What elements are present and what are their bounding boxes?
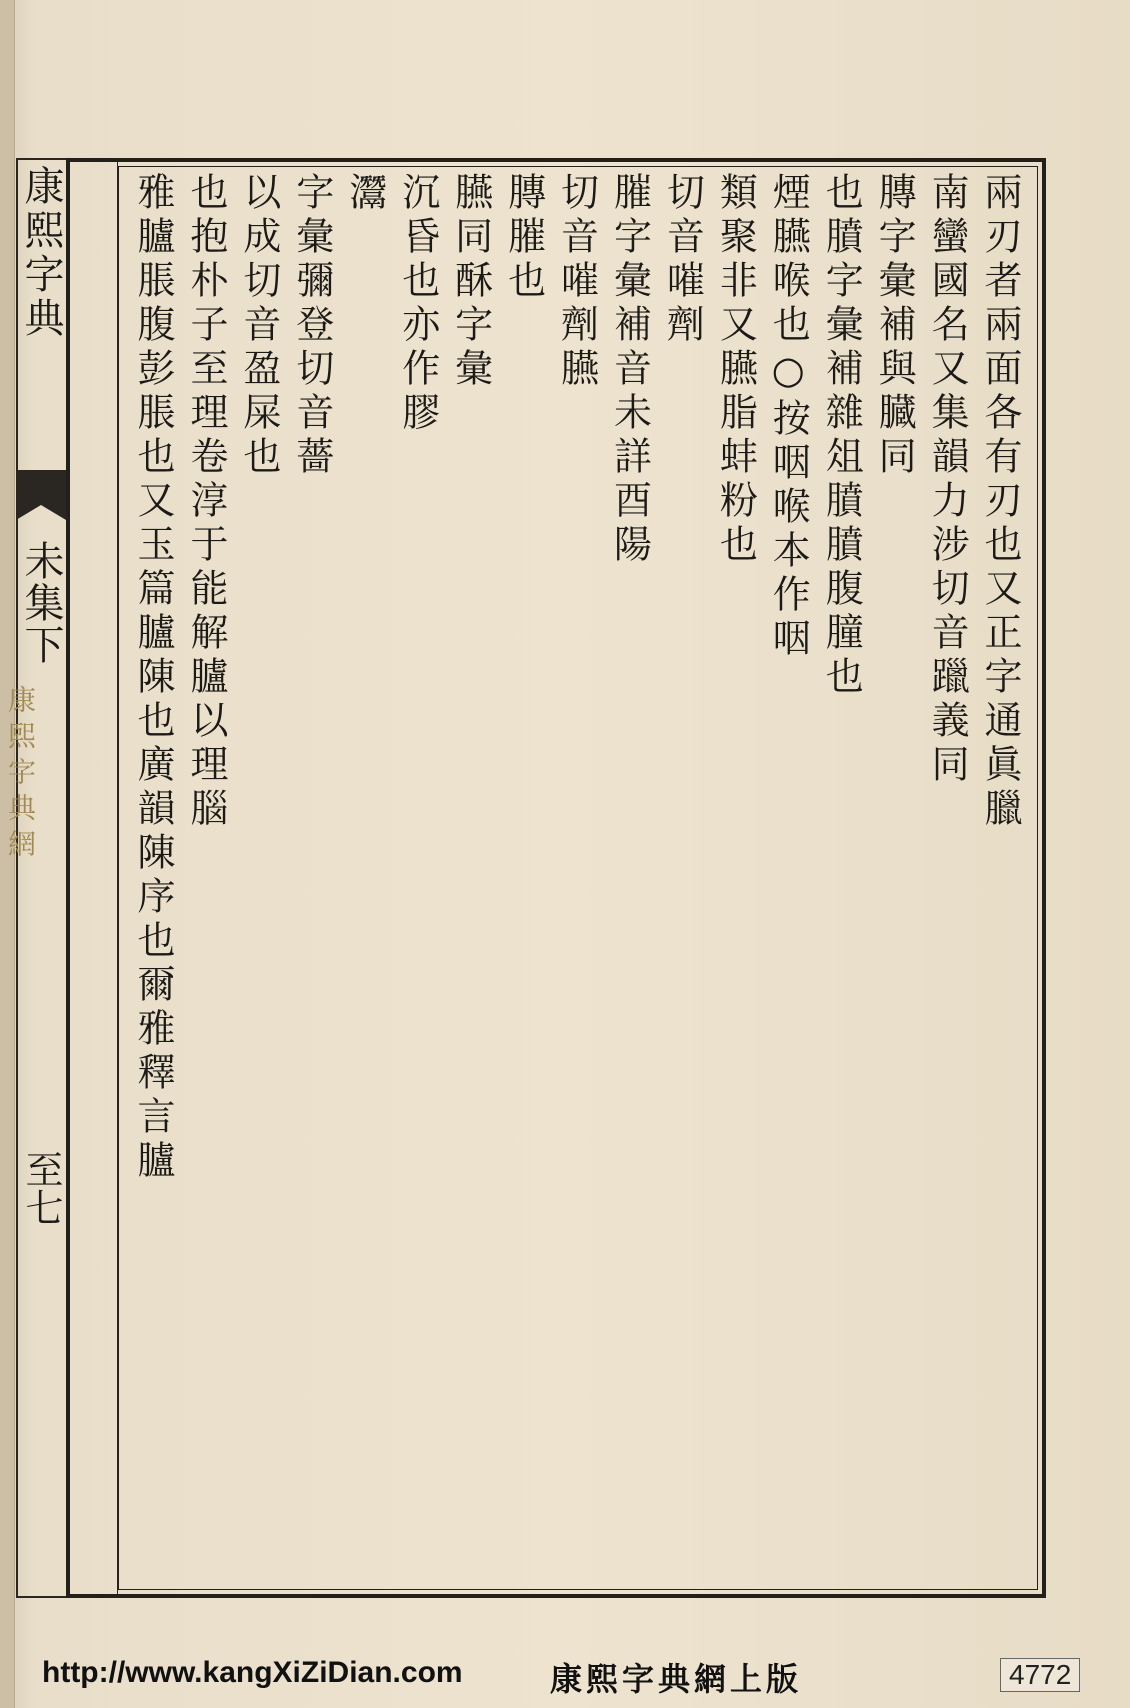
site-url-link[interactable]: http://www.kangXiZiDian.com: [42, 1656, 463, 1689]
text-column: 煙臙喉也○按咽喉本作咽: [766, 172, 811, 662]
text-column: 切音嗺劑: [660, 172, 705, 348]
text-column: 也抱朴子至理卷淳于能解臚以理腦: [183, 172, 228, 832]
text-column: 膞膗也: [501, 172, 546, 304]
book-title: 康熙字典: [18, 165, 64, 341]
text-column: 兩刃者兩面各有刃也又正字通眞臘: [978, 172, 1022, 832]
folio-number: 至七: [19, 1150, 63, 1226]
text-column: 臙同酥字彙: [448, 172, 493, 392]
chapter-label: 未集下: [18, 540, 64, 666]
text-column: 也膹字彙補雜俎膹膹腹朣也: [819, 172, 864, 700]
page-number-badge: 4772: [1000, 1658, 1080, 1692]
text-column: 南蠻國名又集韻力涉切音躐義同: [925, 172, 970, 788]
text-column: 沉昏也亦作膠: [395, 172, 440, 436]
footer-bar: [0, 1652, 1130, 1708]
text-column: 膞字彙補與臓同: [872, 172, 917, 480]
text-column: 類聚非又臙脂蚌粉也: [713, 172, 758, 568]
text-columns: [130, 172, 1030, 1590]
text-column: 字彙彌登切音薔: [289, 172, 334, 480]
text-column: 以成切音盈屎也: [236, 172, 281, 480]
side-margin-strip: [4, 158, 66, 1598]
site-name: 康熙字典網上版: [550, 1660, 803, 1698]
watermark-stamp: 康熙字典網: [4, 685, 37, 865]
text-column: 膗字彙補音未詳酉陽: [607, 172, 652, 568]
text-column: 雅臚脹腹彭脹也又玉篇臚陳也廣韻陳序也爾雅釋言臚: [131, 172, 175, 1184]
text-column: 灊: [342, 172, 387, 216]
text-column: 切音嗺劑臙: [554, 172, 599, 392]
